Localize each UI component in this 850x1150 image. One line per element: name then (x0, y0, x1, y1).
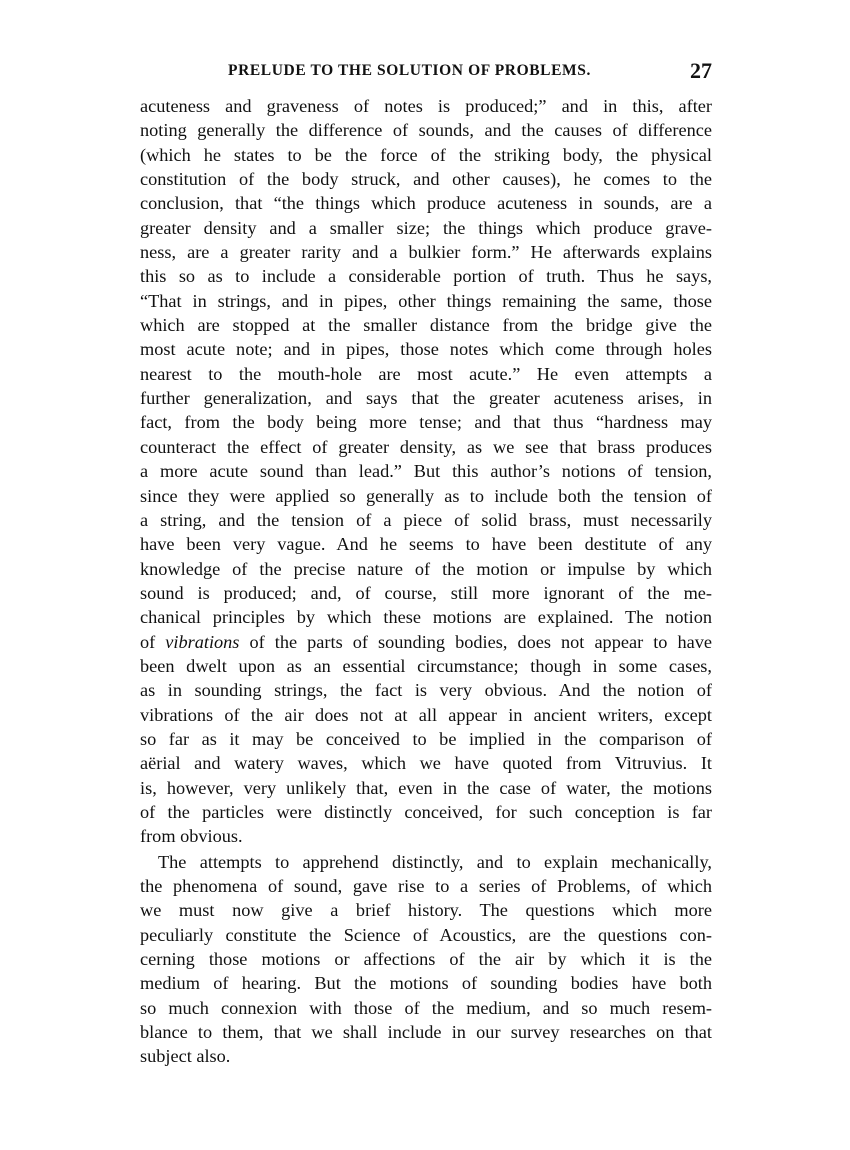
text-line: fact, from the body being more tense; and that thus “hardness may (140, 412, 712, 433)
text-line: noting generally the difference of sounds, and the causes of difference (140, 120, 712, 141)
text-line: ness, are a greater rarity and a bulkier form.” He afterwards explains (140, 242, 712, 263)
text-line: counteract the effect of greater density, as we see that brass produces (140, 436, 712, 457)
text-line: from obvious. (140, 826, 243, 847)
text-line: as in sounding strings, the fact is very obvious. And the notion of (140, 680, 712, 701)
text-line: sound is produced; and, of course, still more ignorant of the me- (140, 582, 712, 603)
running-title: PRELUDE TO THE SOLUTION OF PROBLEMS. (228, 62, 591, 79)
paragraph-1 (140, 94, 712, 849)
page-number: 27 (690, 58, 712, 83)
text-line: have been very vague. And he seems to have been destitute of any (140, 534, 712, 555)
text-line: medium of hearing. But the motions of sounding bodies have both (140, 973, 712, 994)
book-page (140, 58, 712, 1069)
running-head (140, 58, 712, 88)
text-line: greater density and a smaller size; the things which produce grave- (140, 217, 712, 238)
paragraph-2 (140, 850, 712, 1069)
text-line: blance to them, that we shall include in our survey researches on that (140, 1022, 712, 1043)
text-line: further generalization, and says that the greater acuteness arises, in (140, 388, 712, 409)
text-line: been dwelt upon as an essential circumstance; though in some cases, (140, 655, 712, 676)
text-line: (which he states to be the force of the striking body, the physical (140, 144, 712, 165)
text-line: we must now give a brief history. The questions which more (140, 900, 712, 921)
text-line: since they were applied so generally as to include both the tension of (140, 485, 712, 506)
text-line: cerning those motions or affections of the air by which it is the (140, 949, 712, 970)
text-line: aërial and watery waves, which we have quoted from Vitruvius. It (140, 753, 712, 774)
text-line: so much connexion with those of the medium, and so much resem- (140, 997, 712, 1018)
text-line: the phenomena of sound, gave rise to a series of Problems, of which (140, 876, 712, 896)
text-line: chanical principles by which these motions are explained. The notion (140, 607, 712, 628)
text-line: nearest to the mouth-hole are most acute.” He even attempts a (140, 363, 712, 384)
text-line: peculiarly constitute the Science of Acoustics, are the questions con- (140, 924, 712, 945)
text-line: conclusion, that “the things which produce acuteness in sounds, are a (140, 193, 712, 214)
text-line: a more acute sound than lead.” But this author’s notions of tension, (140, 461, 712, 482)
text-line: so far as it may be conceived to be implied in the comparison of (140, 728, 712, 749)
text-line: most acute note; and in pipes, those notes which come through holes (140, 339, 712, 360)
text-line: “That in strings, and in pipes, other things remaining the same, those (140, 290, 712, 311)
text-line: knowledge of the precise nature of the motion or impulse by which (140, 558, 712, 579)
text-line: of vibrations of the parts of sounding bodies, does not appear to have (140, 631, 712, 652)
text-line: The attempts to apprehend distinctly, and to explain mechanically, (158, 851, 712, 872)
text-line: subject also. (140, 1046, 231, 1067)
text-line: of the particles were distinctly conceived, for such conception is far (140, 801, 712, 822)
text-line: constitution of the body struck, and other causes), he comes to the (140, 169, 712, 190)
text-line: is, however, very unlikely that, even in the case of water, the motions (140, 777, 712, 798)
text-line: which are stopped at the smaller distance from the bridge give the (140, 315, 712, 336)
text-line: acuteness and graveness of notes is produced;” and in this, after (140, 96, 712, 116)
text-line: vibrations of the air does not at all appear in ancient writers, except (140, 704, 712, 725)
text-line: this so as to include a considerable portion of truth. Thus he says, (140, 266, 712, 287)
text-line: a string, and the tension of a piece of solid brass, must necessarily (140, 509, 712, 530)
